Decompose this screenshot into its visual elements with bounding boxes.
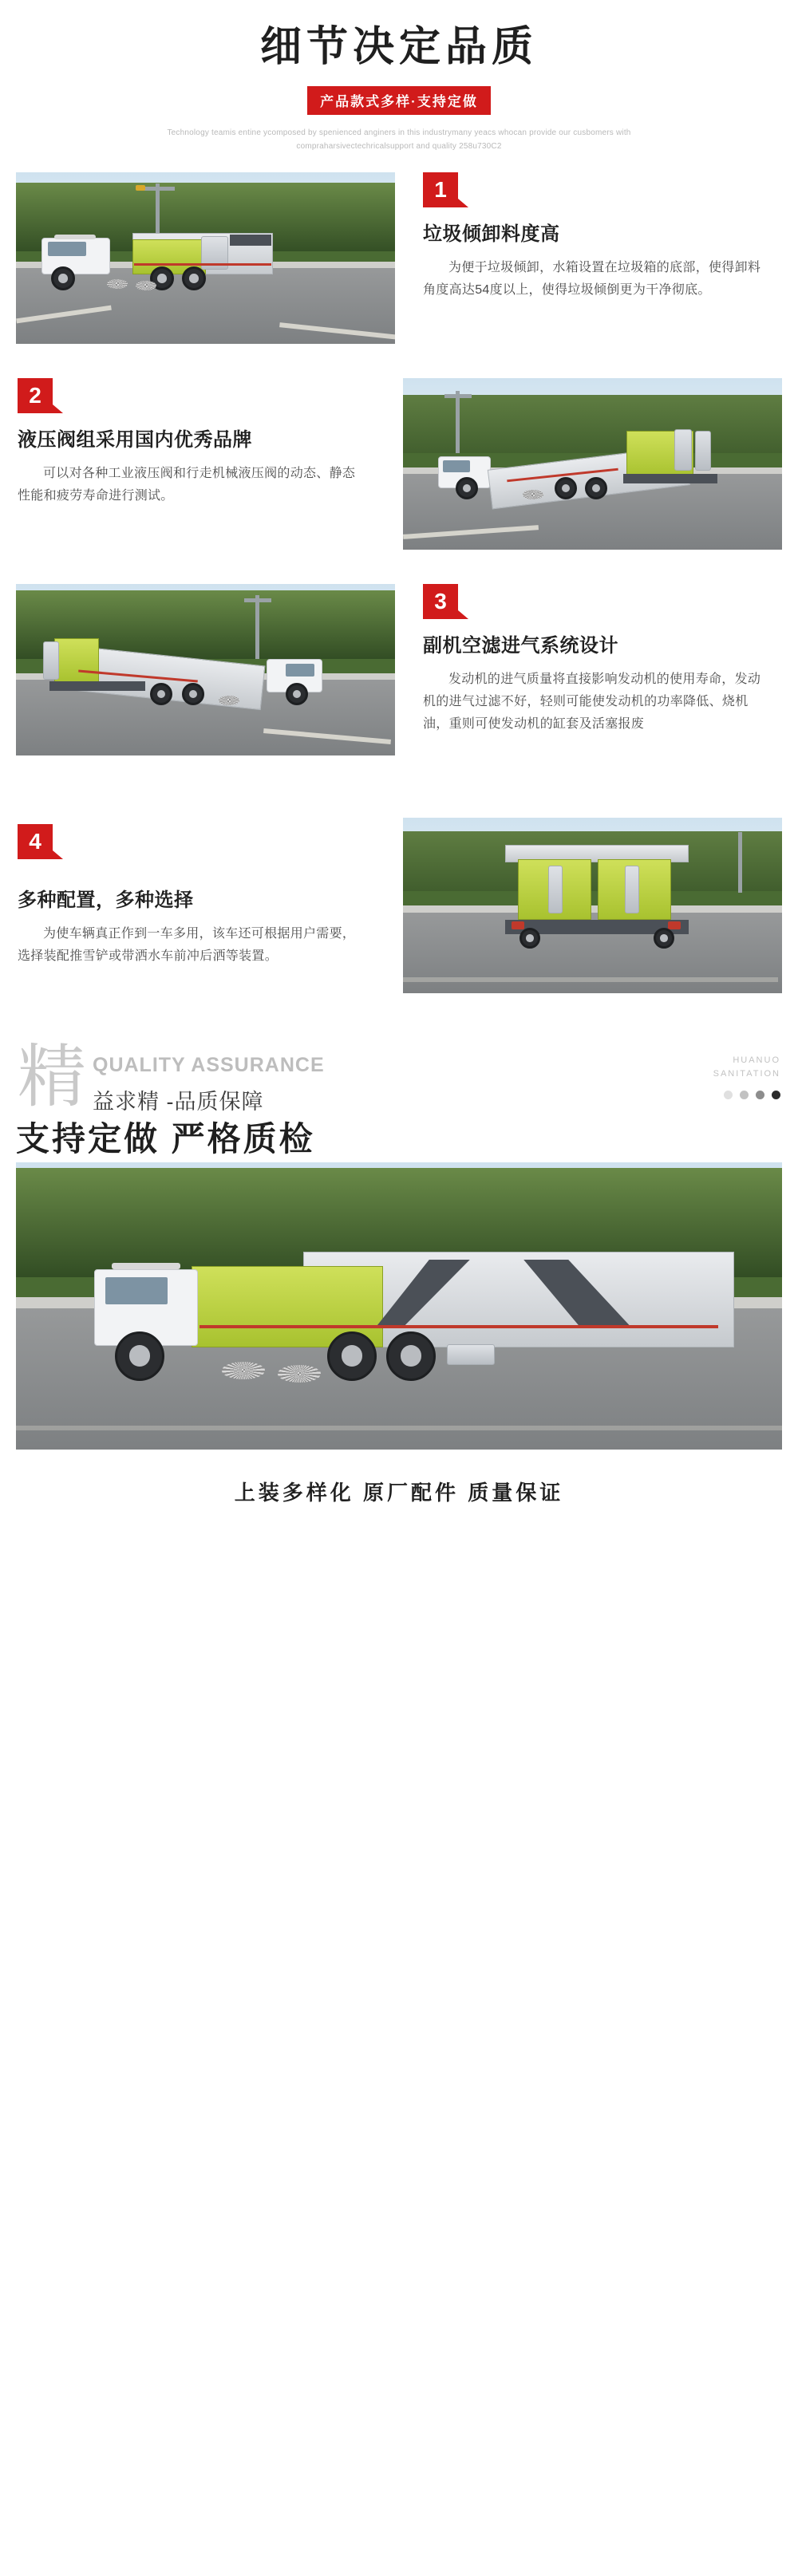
- brand-line-1: HUANUO: [733, 1055, 780, 1065]
- feature-block-3: [0, 584, 798, 795]
- sweeper-truck-dumping-rear-view: [403, 378, 782, 550]
- feature-block-2: [0, 378, 798, 562]
- brand-mark: [713, 1054, 780, 1082]
- feature-text-4: [18, 824, 361, 968]
- feature-text-3: [423, 584, 766, 736]
- dot-indicator-group: [724, 1091, 780, 1099]
- feature-body: 为便于垃圾倾卸，水箱设置在垃圾箱的底部，使得卸料角度高达54度以上，使得垃圾倾倒更为干净彻底。: [423, 261, 761, 298]
- feature-block-1: [0, 172, 798, 356]
- feature-number-badge: 1: [423, 172, 458, 207]
- quality-headline: 支持定做 严格质检: [16, 1119, 315, 1158]
- dot-indicator-3: [756, 1091, 764, 1099]
- quality-assurance-band: [0, 1030, 798, 1158]
- brand-line-2: SANITATION: [713, 1069, 780, 1079]
- sweeper-truck-rear-door-view: [403, 818, 782, 993]
- feature-text-1: [423, 172, 766, 302]
- feature-text-2: [18, 378, 361, 507]
- page-title: 细节决定品质: [259, 24, 538, 70]
- dot-indicator-1: [724, 1091, 733, 1099]
- quality-english-title: QUALITY ASSURANCE: [93, 1053, 325, 1076]
- dot-indicator-2: [740, 1091, 749, 1099]
- feature-number-badge: 4: [18, 824, 53, 859]
- feature-title: 液压阀组采用国内优秀品牌: [18, 428, 252, 451]
- header-english-blurb: Technology teamis entine ycomposed by spenienced anginers in this industrymany yeacs whocan provide our cusbomers with compraharsivectechricalsupport and quality 258u730C2: [167, 128, 631, 151]
- quality-chinese-title: 益求精 -品质保障: [93, 1089, 264, 1114]
- big-character: 精: [18, 1038, 86, 1115]
- feature-number-badge: 2: [18, 378, 53, 413]
- feature-title: 垃圾倾卸料度高: [423, 223, 560, 245]
- feature-body: 发动机的进气质量将直接影响发动机的使用寿命，发动机的进气过滤不好，轻则可能使发动机的功率降低、烧机油，重则可使发动机的缸套及活塞报废: [423, 673, 761, 732]
- footer-tagline: 上装多样化 原厂配件 质量保证: [234, 1480, 564, 1505]
- feature-title: 多种配置，多种选择: [18, 889, 194, 911]
- page-header: [0, 0, 798, 158]
- sweeper-truck-raised-box-side-view: [16, 584, 395, 755]
- subtitle-banner: 产品款式多样·支持定做: [307, 86, 491, 115]
- subtitle-banner-wrap: [0, 86, 798, 115]
- feature-number-badge: 3: [423, 584, 458, 619]
- feature-block-4: [0, 818, 798, 1009]
- sweeper-truck-front-left-view: [16, 172, 395, 344]
- dot-indicator-4: [772, 1091, 780, 1099]
- feature-body: 为使车辆真正作到一车多用，该车还可根据用户需要，选择装配推雪铲或带洒水车前冲后洒等装置。: [18, 927, 356, 964]
- feature-body: 可以对各种工业液压阀和行走机械液压阀的动态、静态性能和疲劳寿命进行测试。: [18, 467, 356, 503]
- feature-title: 副机空滤进气系统设计: [423, 634, 618, 657]
- sweeper-truck-full-side-view: [16, 1162, 782, 1450]
